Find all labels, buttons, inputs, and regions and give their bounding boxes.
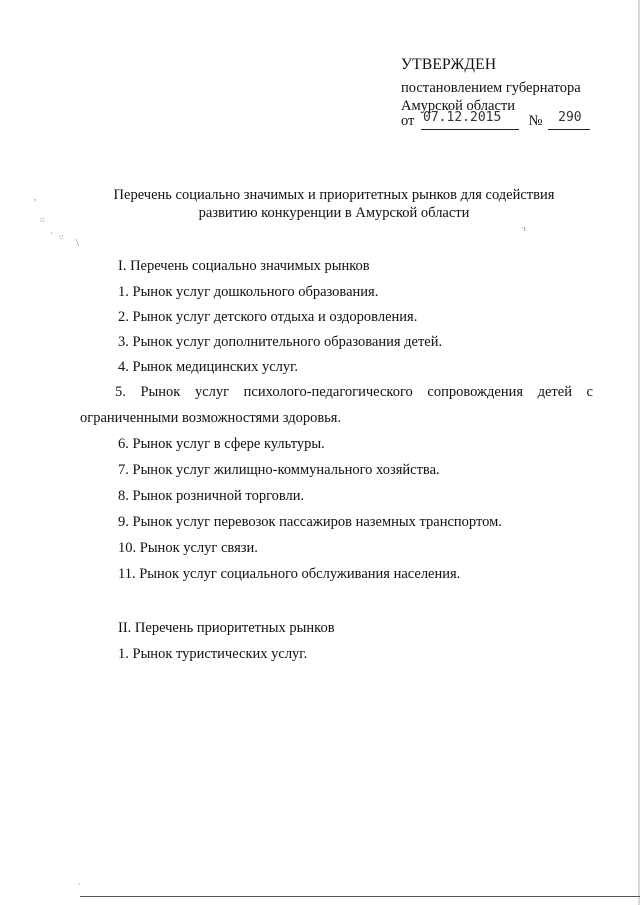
- bottom-edge-line: [80, 896, 640, 897]
- date-field: [421, 110, 519, 130]
- scan-speck: ·: [78, 880, 81, 889]
- list-item: 9. Рынок услуг перевозок пассажиров наземных транспортом.: [118, 514, 502, 530]
- section-1-heading: I. Перечень социально значимых рынков: [118, 258, 370, 274]
- scan-speck: ⁖: [56, 231, 66, 243]
- list-item: 10. Рынок услуг связи.: [118, 540, 258, 556]
- region-line: Амурской области: [401, 98, 515, 114]
- approved-label: УТВЕРЖДЕН: [401, 56, 497, 73]
- number-field: [548, 110, 590, 130]
- document-title-line-2: развитию конкуренции в Амурской области: [198, 205, 470, 221]
- approved-by-line: постановлением губернатора: [401, 80, 581, 96]
- list-item-continuation: ограниченными возможностями здоровья.: [80, 410, 342, 426]
- scan-speck: \: [76, 238, 79, 249]
- list-item: 3. Рынок услуг дополнительного образования детей.: [118, 334, 443, 350]
- list-item: 1. Рынок услуг дошкольного образования.: [118, 284, 379, 300]
- document-title-line-1: Перечень социально значимых и приоритетных рынков для содействия: [113, 187, 555, 203]
- list-item: 6. Рынок услуг в сфере культуры.: [118, 436, 325, 452]
- list-item: 8. Рынок розничной торговли.: [118, 488, 305, 504]
- scan-speck: ·ı: [521, 224, 526, 233]
- scan-speck: ,: [34, 192, 37, 202]
- list-item: 5. Рынок услуг психолого-педагогического сопровождения детей с: [115, 384, 593, 400]
- list-item: 4. Рынок медицинских услуг.: [118, 359, 299, 375]
- date-value: 07.12.2015: [423, 110, 502, 125]
- list-item: 1. Рынок туристических услуг.: [118, 646, 308, 662]
- list-item: 7. Рынок услуг жилищно-коммунального хозяйства.: [118, 462, 440, 478]
- number-prefix: №: [528, 113, 543, 129]
- date-prefix: от: [401, 113, 415, 129]
- list-item: 2. Рынок услуг детского отдыха и оздоровления.: [118, 309, 418, 325]
- date-number-row: [401, 110, 590, 130]
- section-2-heading: II. Перечень приоритетных рынков: [118, 620, 335, 636]
- scan-speck: ⁘: [36, 213, 48, 227]
- scan-speck: ·: [50, 228, 53, 238]
- number-value: 290: [558, 110, 582, 125]
- list-item: 11. Рынок услуг социального обслуживания населения.: [118, 566, 461, 582]
